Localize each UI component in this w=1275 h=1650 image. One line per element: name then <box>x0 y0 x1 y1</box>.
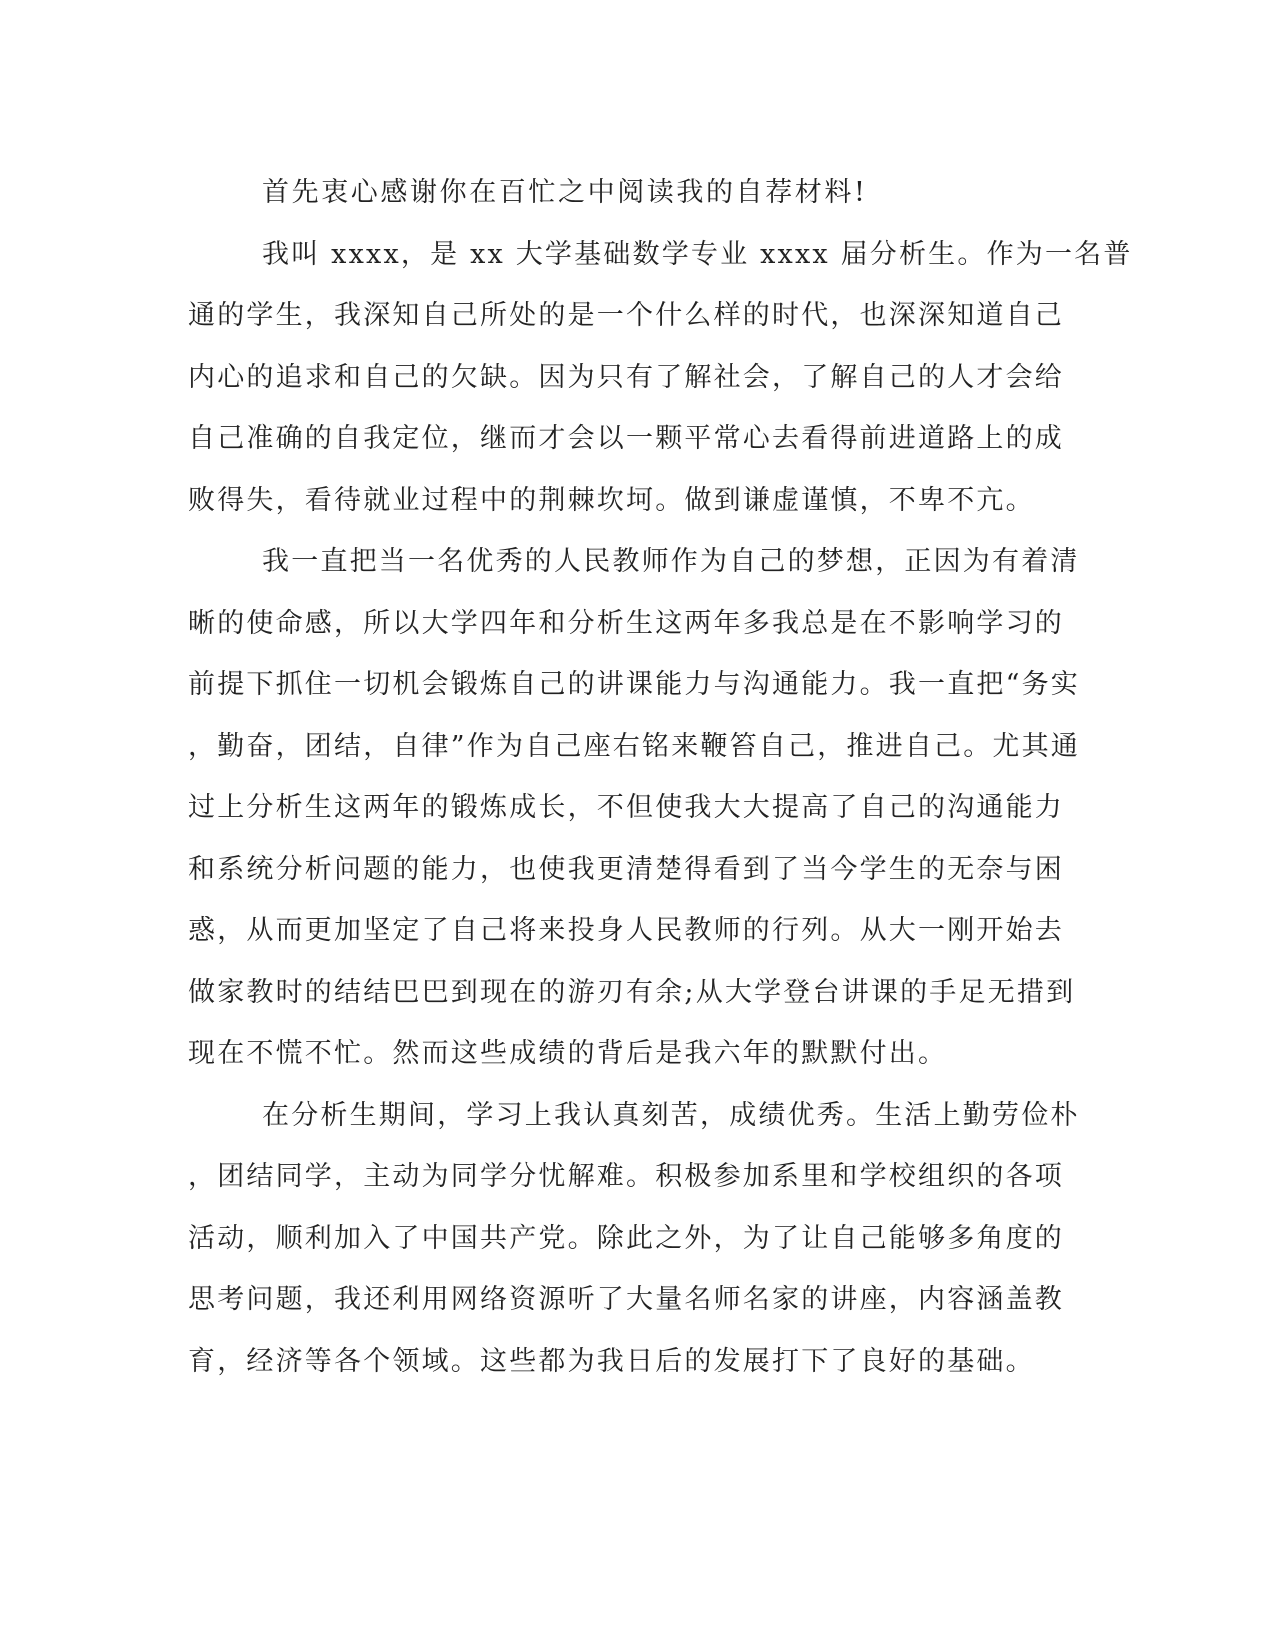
paragraph-line: 现在不慌不忙。然而这些成绩的背后是我六年的默默付出。 <box>188 1038 948 1069</box>
document-body <box>188 162 1133 1392</box>
paragraph-line: 通的学生，我深知自己所处的是一个什么样的时代，也深深知道自己 <box>188 300 1064 331</box>
paragraph-line: 败得失，看待就业过程中的荆棘坎坷。做到谦虚谨慎，不卑不亢。 <box>188 484 1035 516</box>
greeting-line: 首先衷心感谢你在百忙之中阅读我的自荐材料! <box>262 177 868 208</box>
paragraph-line: 做家教时的结结巴巴到现在的游刃有余;从大学登台讲课的手足无措到 <box>188 976 1076 1008</box>
paragraph-line: 自己准确的自我定位，继而才会以一颗平常心去看得前进道路上的成 <box>188 423 1064 454</box>
paragraph-line: 和系统分析问题的能力，也使我更清楚得看到了当今学生的无奈与困 <box>188 853 1064 885</box>
paragraph-line: 在分析生期间，学习上我认真刻苦，成绩优秀。生活上勤劳俭朴 <box>262 1099 1080 1131</box>
paragraph-2 <box>188 531 1081 1085</box>
paragraph-3 <box>188 1085 1080 1393</box>
paragraph-line: 育，经济等各个领域。这些都为我日后的发展打下了良好的基础。 <box>188 1345 1035 1377</box>
paragraph-line: 思考问题，我还利用网络资源听了大量名师名家的讲座，内容涵盖教 <box>188 1284 1064 1315</box>
paragraph-line: 前提下抓住一切机会锻炼自己的讲课能力与沟通能力。我一直把“务实 <box>188 669 1081 700</box>
paragraph-line: 过上分析生这两年的锻炼成长，不但使我大大提高了自己的沟通能力 <box>188 792 1064 823</box>
paragraph-line: 我一直把当一名优秀的人民教师作为自己的梦想，正因为有着清 <box>262 546 1080 577</box>
paragraph-line: 晰的使命感，所以大学四年和分析生这两年多我总是在不影响学习的 <box>188 607 1064 639</box>
paragraph-1 <box>188 224 1133 532</box>
paragraph-line: 内心的追求和自己的欠缺。因为只有了解社会，了解自己的人才会给 <box>188 361 1064 393</box>
paragraph-line: 活动，顺利加入了中国共产党。除此之外，为了让自己能够多角度的 <box>188 1222 1064 1254</box>
paragraph-line: ，团结同学，主动为同学分忧解难。积极参加系里和学校组织的各项 <box>188 1161 1064 1192</box>
paragraph-line: ，勤奋，团结，自律”作为自己座右铭来鞭笞自己，推进自己。尤其通 <box>188 730 1081 762</box>
paragraph-line: 惑，从而更加坚定了自己将来投身人民教师的行列。从大一刚开始去 <box>188 915 1064 946</box>
paragraph-line: 我叫 xxxx，是 xx 大学基础数学专业 xxxx 届分析生。作为一名普 <box>262 238 1133 270</box>
